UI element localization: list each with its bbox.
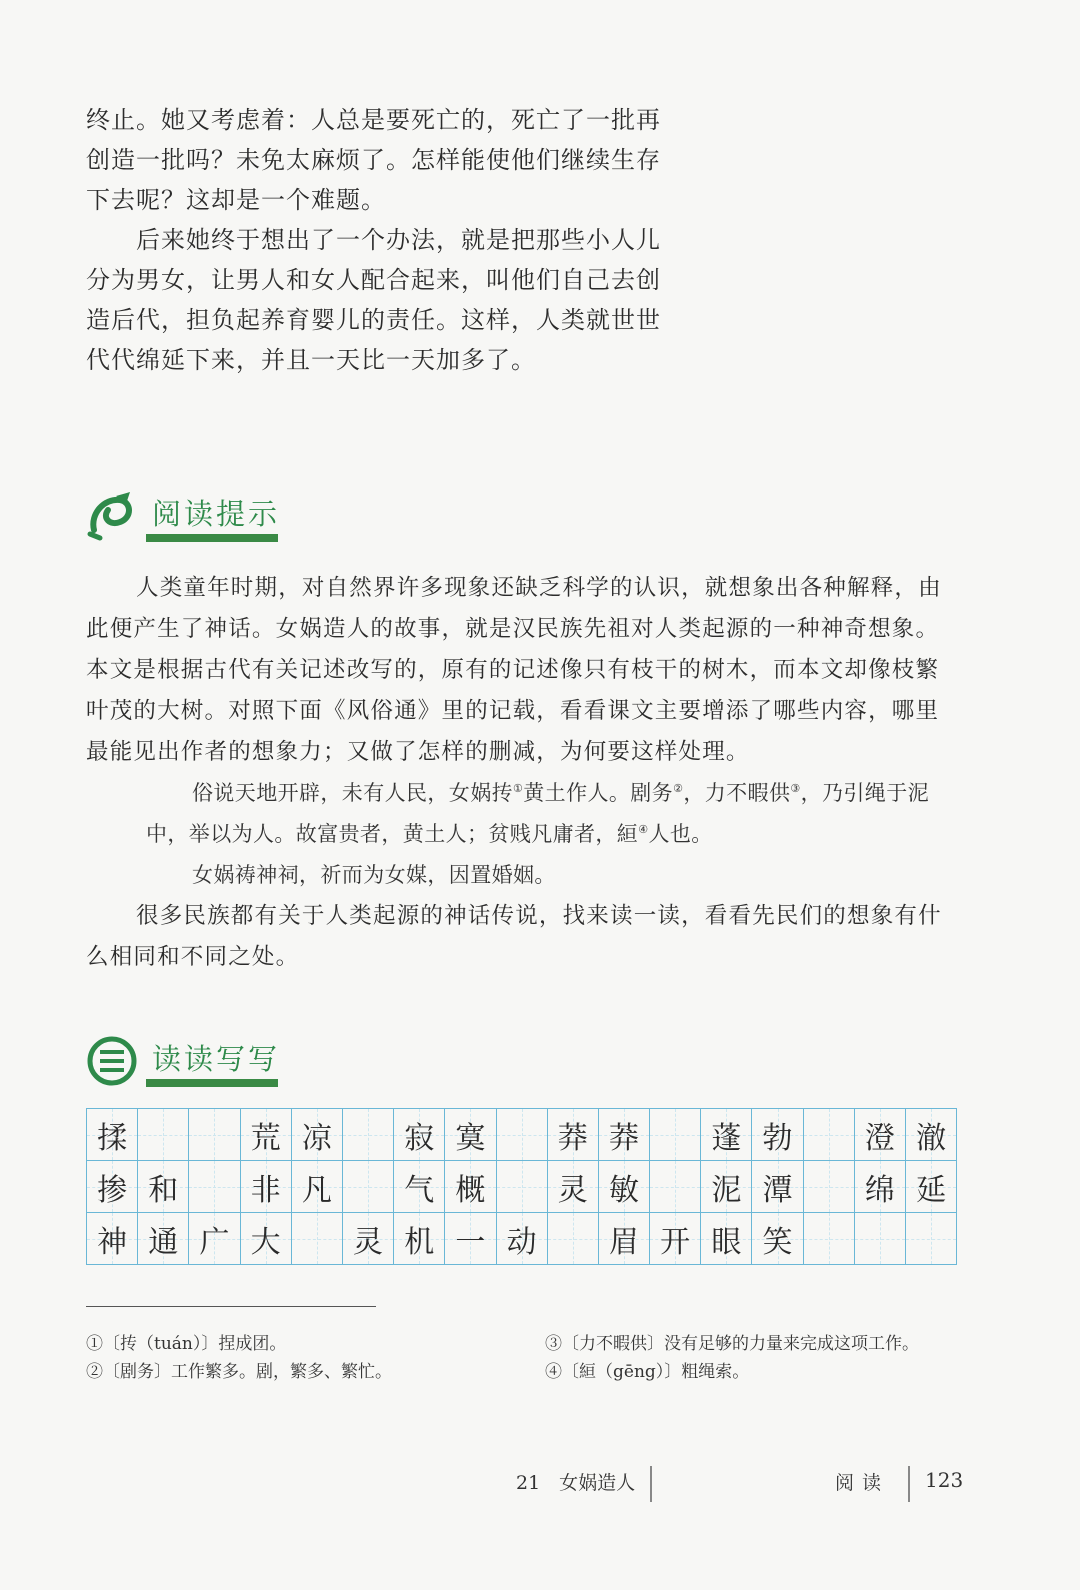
grid-cell	[241, 1213, 292, 1265]
read-write-title: 读读写写	[152, 1042, 281, 1076]
grid-cell	[804, 1213, 855, 1265]
grid-cell	[548, 1109, 599, 1161]
tips-paragraph: 很多民族都有关于人类起源的神话传说，找来读一读，看看先民们的想象有什么相同和不同之处。	[86, 903, 942, 970]
grid-cell	[752, 1109, 803, 1161]
grid-char: 寂	[404, 1120, 435, 1156]
footer-divider	[650, 1466, 652, 1502]
grid-cell	[497, 1161, 548, 1213]
footnotes-right	[545, 1330, 919, 1386]
grid-cell	[189, 1161, 240, 1213]
reading-tips-heading	[86, 490, 281, 550]
footnote: ②〔剧务〕工作繁多。剧，繁多、繁忙。	[86, 1362, 392, 1382]
grid-char: 非	[250, 1172, 281, 1208]
grid-char: 荒	[250, 1120, 281, 1156]
footnote: ④〔絙（gēng）〕粗绳索。	[545, 1362, 750, 1382]
grid-cell	[241, 1109, 292, 1161]
grid-cell	[855, 1213, 906, 1265]
grid-cell	[599, 1213, 650, 1265]
grid-cell	[701, 1213, 752, 1265]
grid-cell	[241, 1161, 292, 1213]
reading-tips-title: 阅读提示	[152, 497, 281, 531]
quote-line: 俗说天地开辟，未有人民，女娲抟①黄土作人。剧务②，力不暇供③，乃引绳于泥中，举以为人。故富贵者，黄土人；贫贱凡庸者，絙④人也。	[146, 781, 930, 846]
read-write-heading	[86, 1035, 281, 1095]
grid-cell	[497, 1109, 548, 1161]
grid-cell	[138, 1109, 189, 1161]
grid-cell	[650, 1161, 701, 1213]
grid-char: 大	[250, 1224, 281, 1260]
grid-cell	[548, 1161, 599, 1213]
grid-cell	[87, 1109, 138, 1161]
grid-cell	[906, 1109, 957, 1161]
grid-cell	[701, 1109, 752, 1161]
grid-cell	[87, 1161, 138, 1213]
grid-cell	[394, 1161, 445, 1213]
grid-cell	[87, 1213, 138, 1265]
heading-underline	[146, 1079, 278, 1087]
footer-lesson-title: 21 女娲造人	[516, 1472, 636, 1494]
grid-cell	[650, 1213, 701, 1265]
grid-cell	[752, 1213, 803, 1265]
grid-cell	[394, 1109, 445, 1161]
grid-char: 莽	[608, 1120, 639, 1156]
footnote-ref: ④	[638, 823, 649, 836]
reading-tips-body	[86, 568, 961, 978]
grid-char: 概	[455, 1172, 486, 1208]
grid-cell	[445, 1213, 496, 1265]
grid-char: 澈	[916, 1120, 947, 1156]
footnote-divider	[86, 1306, 376, 1307]
grid-cell	[906, 1213, 957, 1265]
footnote: ①〔抟（tuán）〕捏成团。	[86, 1334, 287, 1354]
leaf-spiral-icon	[86, 490, 138, 542]
grid-cell	[394, 1213, 445, 1265]
grid-char: 凉	[301, 1120, 332, 1156]
grid-cell	[445, 1109, 496, 1161]
story-paragraph: 终止。她又考虑着：人总是要死亡的，死亡了一批再创造一批吗？未免太麻烦了。怎样能使他们继续生存下去呢？这却是一个难题。	[86, 106, 661, 214]
grid-char: 潭	[762, 1172, 793, 1208]
grid-cell	[343, 1213, 394, 1265]
grid-char: 和	[148, 1172, 179, 1208]
story-paragraph: 后来她终于想出了一个办法，就是把那些小人儿分为男女，让男人和女人配合起来，叫他们自己去创造后代，担负起养育婴儿的责任。这样，人类就世世代代绵延下来，并且一天比一天加多了。	[86, 226, 661, 374]
story-text	[86, 100, 666, 380]
grid-cell	[599, 1109, 650, 1161]
grid-char: 动	[506, 1224, 537, 1260]
footnote-ref: ②	[673, 782, 684, 795]
three-lines-icon	[86, 1035, 138, 1087]
page-number: 123	[925, 1468, 964, 1492]
grid-cell	[701, 1161, 752, 1213]
grid-char: 笑	[762, 1224, 793, 1260]
grid-cell	[343, 1161, 394, 1213]
grid-char: 勃	[762, 1120, 793, 1156]
grid-cell	[599, 1161, 650, 1213]
grid-cell	[804, 1161, 855, 1213]
grid-cell	[855, 1161, 906, 1213]
grid-cell	[906, 1161, 957, 1213]
grid-char: 蓬	[711, 1120, 742, 1156]
grid-cell	[752, 1161, 803, 1213]
grid-cell	[189, 1109, 240, 1161]
heading-underline	[146, 534, 278, 542]
grid-cell	[292, 1213, 343, 1265]
grid-cell	[343, 1109, 394, 1161]
grid-cell	[445, 1161, 496, 1213]
grid-cell	[548, 1213, 599, 1265]
grid-char: 机	[404, 1224, 435, 1260]
grid-cell	[138, 1161, 189, 1213]
grid-char: 眉	[608, 1224, 639, 1260]
tips-paragraph: 人类童年时期，对自然界许多现象还缺乏科学的认识，就想象出各种解释，由此便产生了神话。女娲造人的故事，就是汉民族先祖对人类起源的一种神奇想象。本文是根据古代有关记述改写的，原有的记述像只有枝干的树木，而本文却像枝繁叶茂的大树。对照下面《风俗通》里的记载，看看课文主要增添了哪些内容，哪里最能见出作者的想象力；又做了怎样的删减，为何要这样处理。	[86, 575, 942, 765]
classical-quote	[86, 773, 961, 896]
grid-cell	[497, 1213, 548, 1265]
footer-section: 阅读	[835, 1472, 890, 1494]
grid-char: 延	[916, 1172, 947, 1208]
grid-char: 敏	[608, 1172, 639, 1208]
grid-cell	[804, 1109, 855, 1161]
grid-char: 神	[97, 1224, 128, 1260]
grid-cell	[189, 1213, 240, 1265]
grid-char: 绵	[864, 1172, 895, 1208]
grid-char: 泥	[711, 1172, 742, 1208]
grid-cell	[138, 1213, 189, 1265]
footnote-ref: ①	[513, 782, 524, 795]
grid-char: 灵	[353, 1224, 384, 1260]
grid-cell	[292, 1109, 343, 1161]
quote-line: 女娲祷神祠，祈而为女媒，因置婚姻。	[192, 863, 556, 887]
grid-cell	[650, 1109, 701, 1161]
grid-char: 眼	[711, 1224, 742, 1260]
grid-char: 寞	[455, 1120, 486, 1156]
footer-divider	[908, 1466, 910, 1502]
grid-char: 揉	[97, 1120, 128, 1156]
grid-cell	[292, 1161, 343, 1213]
grid-char: 气	[404, 1172, 435, 1208]
grid-char: 广	[199, 1224, 230, 1260]
footnote: ③〔力不暇供〕没有足够的力量来完成这项工作。	[545, 1334, 919, 1354]
grid-char: 澄	[864, 1120, 895, 1156]
grid-char: 莽	[557, 1120, 588, 1156]
grid-cell	[855, 1109, 906, 1161]
footnotes-left	[86, 1330, 392, 1386]
grid-char: 灵	[557, 1172, 588, 1208]
grid-char: 开	[660, 1224, 691, 1260]
grid-char: 掺	[97, 1172, 128, 1208]
footnote-ref: ③	[790, 782, 801, 795]
grid-char: 一	[455, 1224, 486, 1260]
grid-char: 凡	[301, 1172, 332, 1208]
character-grid	[86, 1108, 957, 1265]
grid-char: 通	[148, 1224, 179, 1260]
